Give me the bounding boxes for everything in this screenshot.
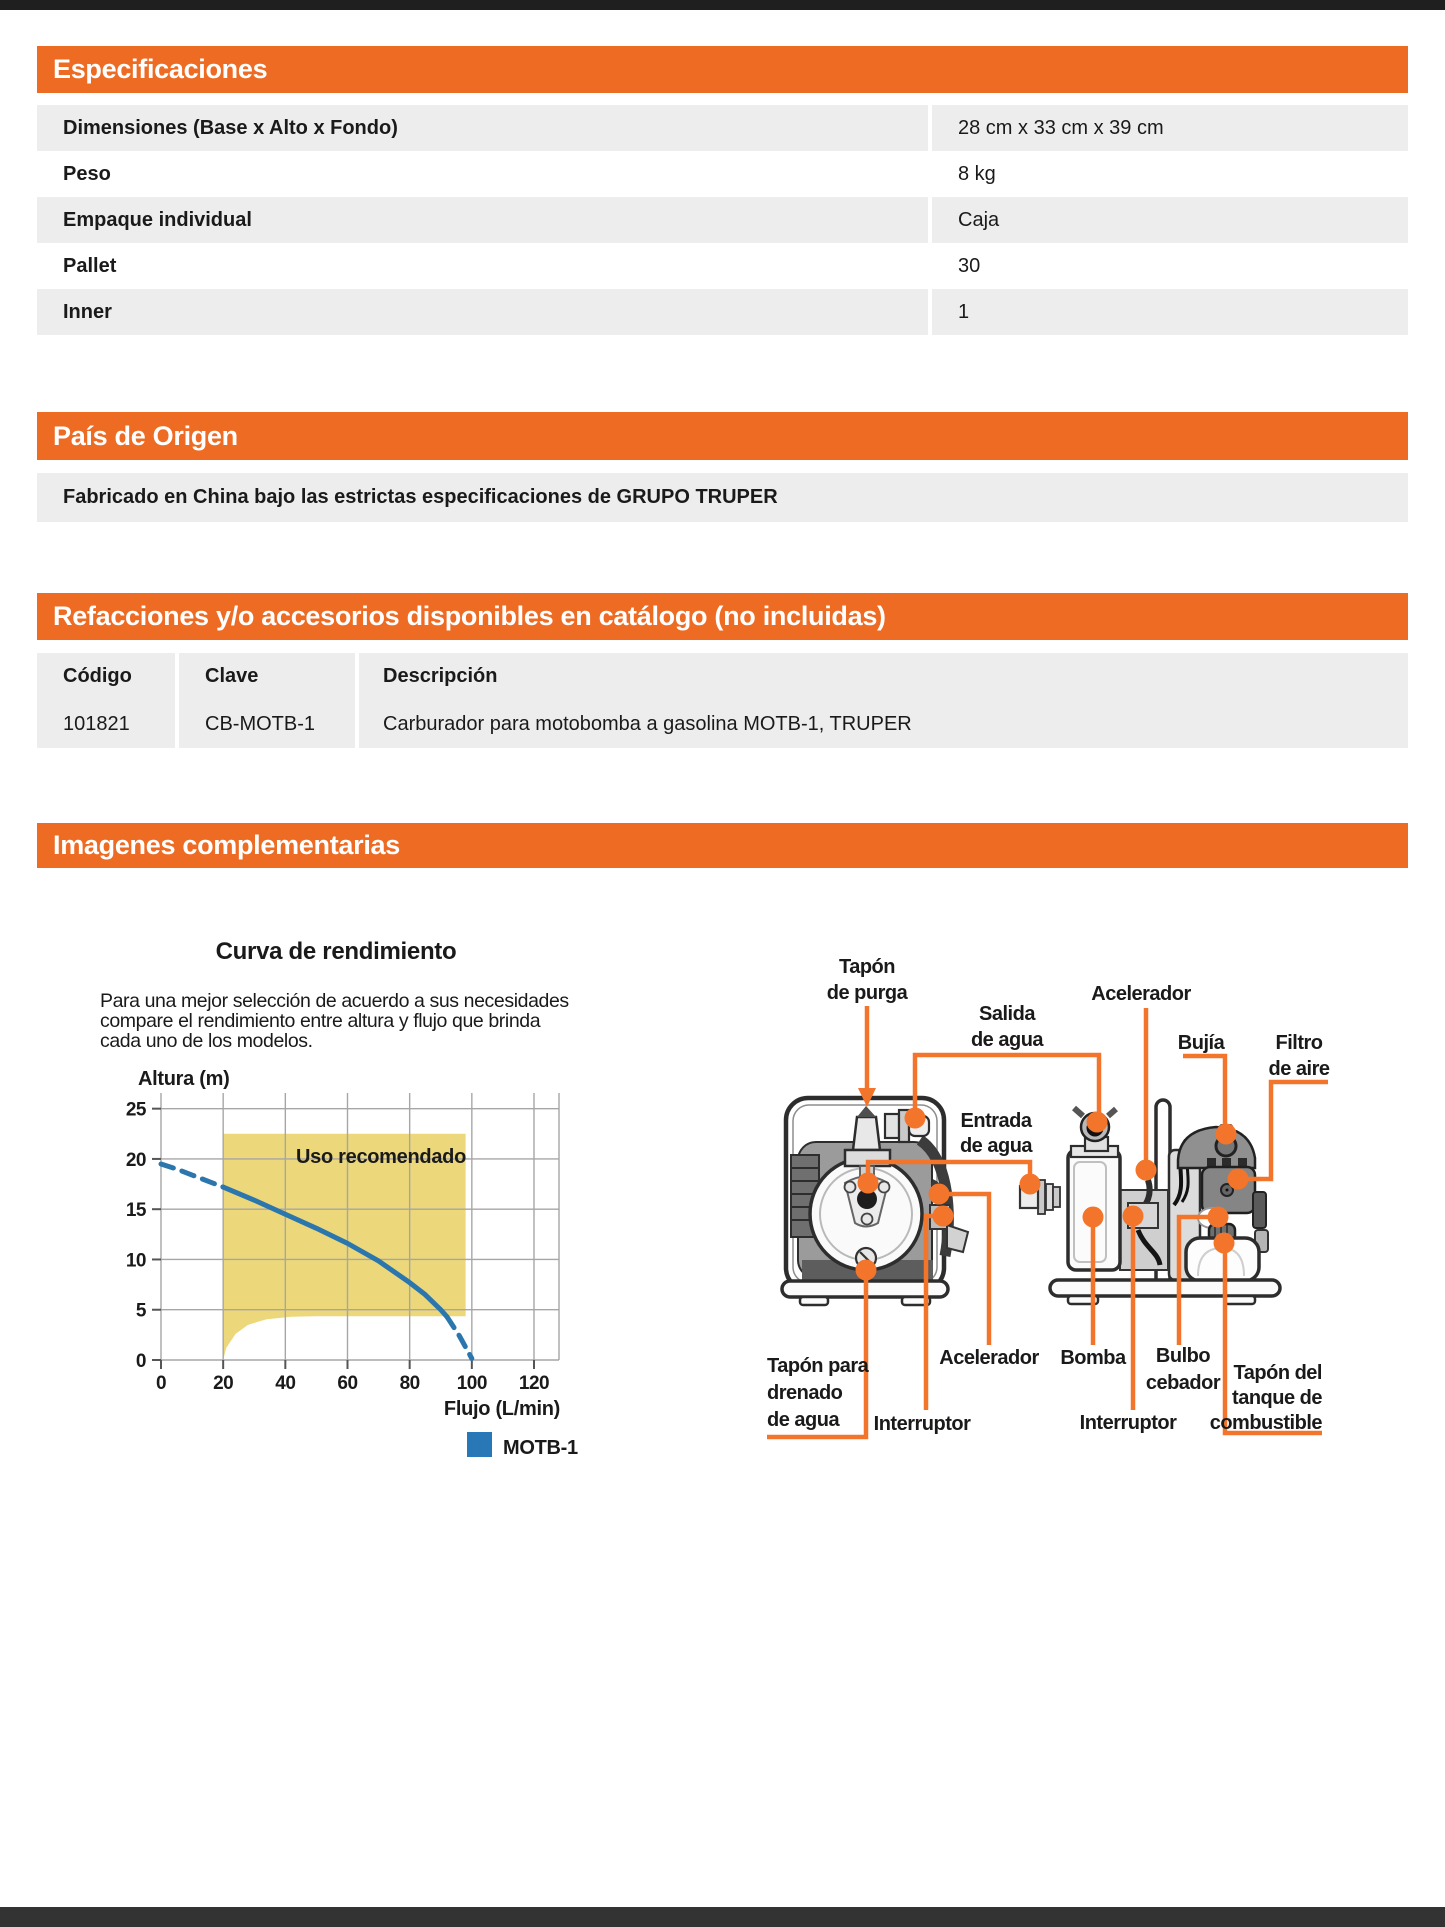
pump-diagram [620, 900, 1445, 1500]
bottom-divider-bar [0, 1907, 1445, 1927]
svg-text:20: 20 [125, 1149, 146, 1171]
connector-dot [1228, 1169, 1249, 1190]
spec-label: Peso [37, 151, 928, 197]
label-tapon-drenado: Tapón para [767, 1355, 869, 1377]
label-entrada-de-agua: de agua [959, 1135, 1033, 1157]
chart-description-line: Para una mejor selección de acuerdo a sus necesidades [100, 990, 569, 1012]
section-header-pais-de-origen [37, 412, 1408, 460]
label-interruptor-right: Interruptor [1079, 1412, 1177, 1434]
label-acelerador-top: Acelerador [1091, 983, 1191, 1005]
label-interruptor-left: Interruptor [873, 1413, 971, 1435]
section-title: Imagenes complementarias [53, 830, 400, 860]
connector-dot [858, 1173, 879, 1194]
svg-text:10: 10 [125, 1250, 146, 1272]
connector-dot [1214, 1233, 1235, 1254]
label-bulbo-cebador: cebador [1145, 1372, 1221, 1394]
refacciones-column-codigo [37, 653, 175, 748]
pais-de-origen-text-block [37, 473, 1408, 522]
legend-color-square [467, 1432, 492, 1457]
pais-de-origen-text: Fabricado en China bajo las estrictas especificaciones de GRUPO TRUPER [63, 486, 778, 508]
label-tapon-tanque: tanque de [1232, 1387, 1322, 1409]
top-divider-bar [0, 0, 1445, 10]
label-tapon-drenado: de agua [767, 1409, 840, 1431]
spec-label: Inner [37, 289, 928, 335]
recommended-use-region-label: Uso recomendado [296, 1146, 466, 1168]
section-title: Refacciones y/o accesorios disponibles en catálogo (no incluidas) [53, 601, 886, 631]
label-filtro-de-aire: de aire [1268, 1058, 1330, 1080]
connector-dot [856, 1260, 877, 1281]
section-header-imagenes [37, 823, 1408, 868]
section-title: País de Origen [53, 420, 238, 451]
column-header: Código [37, 653, 175, 700]
connector-dot [1087, 1112, 1108, 1133]
svg-text:0: 0 [135, 1351, 146, 1372]
label-filtro-de-aire: Filtro [1275, 1032, 1323, 1054]
svg-text:80: 80 [399, 1373, 420, 1394]
refacciones-column-clave [179, 653, 355, 748]
connector-dot [929, 1184, 950, 1205]
label-salida-de-agua: Salida [979, 1003, 1035, 1025]
spec-value: 30 [932, 243, 1408, 289]
chart-y-axis-title: Altura (m) [138, 1068, 230, 1090]
connector-dot [933, 1206, 954, 1227]
section-header-especificaciones [37, 46, 1408, 93]
section-title: Especificaciones [53, 54, 268, 84]
label-tapon-drenado: drenado [767, 1382, 843, 1404]
chart-description [100, 991, 569, 1051]
spec-table-row [37, 105, 1408, 151]
legend-swatch [467, 1432, 492, 1457]
connector-dot [1216, 1124, 1237, 1145]
spec-value: 1 [932, 289, 1408, 335]
spec-value: 28 cm x 33 cm x 39 cm [932, 105, 1408, 151]
chart-description-line: cada uno de los modelos. [100, 1030, 313, 1052]
svg-text:15: 15 [125, 1200, 146, 1222]
refacciones-column-descripcion [359, 653, 1408, 748]
chart-title: Curva de rendimiento [215, 938, 457, 965]
performance-curve-chart [100, 1075, 572, 1410]
spec-table-row [37, 289, 1408, 335]
label-tapon-tanque: Tapón del [1233, 1362, 1322, 1384]
table-cell: Carburador para motobomba a gasolina MOTB-1, TRUPER [359, 700, 1408, 748]
connector-dot [1083, 1207, 1104, 1228]
chart-description-line: compare el rendimiento entre altura y flujo que brinda [100, 1010, 541, 1032]
spec-table-row [37, 243, 1408, 289]
column-header: Descripción [359, 653, 1408, 700]
legend-series-label: MOTB-1 [503, 1437, 578, 1459]
label-entrada-de-agua: Entrada [960, 1110, 1032, 1132]
svg-text:100: 100 [456, 1373, 487, 1394]
pump-side-view-illustration [1020, 1100, 1280, 1304]
table-cell: CB-MOTB-1 [179, 700, 355, 748]
table-cell: 101821 [37, 700, 175, 748]
spec-table-row [37, 197, 1408, 243]
column-header: Clave [179, 653, 355, 700]
label-bulbo-cebador: Bulbo [1155, 1345, 1211, 1367]
spec-label: Pallet [37, 243, 928, 289]
svg-text:20: 20 [213, 1373, 234, 1394]
spec-value: 8 kg [932, 151, 1408, 197]
connector-dot [1020, 1174, 1041, 1195]
connector-dot [1123, 1206, 1144, 1227]
label-tapon-tanque: combustible [1209, 1412, 1322, 1434]
refacciones-table [37, 653, 1408, 748]
svg-text:25: 25 [125, 1099, 146, 1121]
label-bujia: Bujía [1177, 1032, 1225, 1054]
svg-text:40: 40 [275, 1373, 296, 1394]
label-bomba: Bomba [1060, 1347, 1126, 1369]
section-header-refacciones [37, 593, 1408, 640]
connector-dot [905, 1108, 926, 1129]
spec-label: Empaque individual [37, 197, 928, 243]
spec-label: Dimensiones (Base x Alto x Fondo) [37, 105, 928, 151]
connector-dot [1136, 1160, 1157, 1181]
label-tapon-de-purga: de purga [826, 982, 908, 1004]
label-acelerador-bottom: Acelerador [939, 1347, 1039, 1369]
spec-value: Caja [932, 197, 1408, 243]
svg-text:0: 0 [155, 1373, 167, 1394]
chart-x-axis-title: Flujo (L/min) [443, 1398, 560, 1420]
connector-dot [1208, 1207, 1229, 1228]
label-tapon-de-purga: Tapón [838, 956, 896, 978]
spec-table-row [37, 151, 1408, 197]
svg-text:60: 60 [337, 1373, 358, 1394]
svg-text:120: 120 [518, 1373, 550, 1394]
svg-text:5: 5 [135, 1300, 146, 1322]
label-salida-de-agua: de agua [970, 1029, 1044, 1051]
